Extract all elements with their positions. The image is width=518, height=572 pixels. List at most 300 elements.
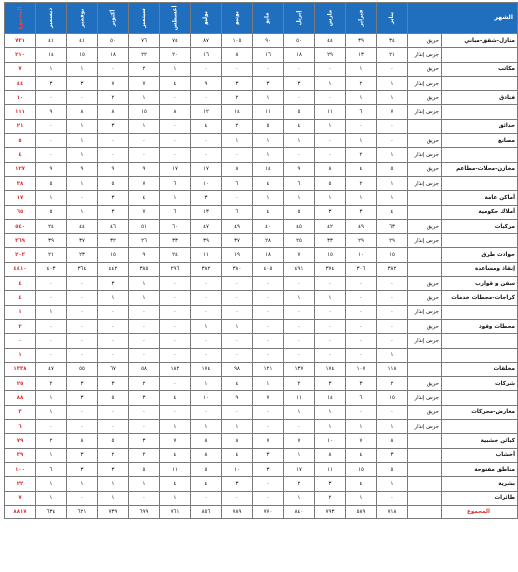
month-value: ١١: [253, 105, 284, 119]
month-value: ١٥: [377, 391, 408, 405]
month-value: ٠: [284, 62, 315, 76]
row-total: ١٣٣٨: [5, 362, 36, 376]
month-value: ٠: [222, 291, 253, 305]
month-value: ٧٣٩: [98, 505, 129, 518]
month-value: ١: [284, 405, 315, 419]
month-value: ٤٦: [98, 219, 129, 233]
row-category: حدائق: [442, 119, 518, 133]
header-month: فبراير: [346, 3, 377, 34]
month-value: ١٠٧: [346, 362, 377, 376]
row-category: مكاتب: [442, 62, 518, 76]
month-value: ٥: [377, 462, 408, 476]
month-value: ٠: [222, 334, 253, 348]
row-subtype: جرس إنذار: [408, 48, 442, 62]
month-value: ١٥: [315, 248, 346, 262]
month-value: ٧١٨: [377, 505, 408, 518]
month-value: ٤: [129, 191, 160, 205]
month-value: ٦٣: [377, 219, 408, 233]
month-value: ٣: [377, 448, 408, 462]
row-total: ١٢٧: [5, 162, 36, 176]
month-value: ٢: [315, 491, 346, 505]
month-value: ٥: [253, 119, 284, 133]
table-row: [5, 76, 518, 90]
month-value: ٦٧: [98, 362, 129, 376]
table-row: [5, 248, 518, 262]
month-value: ١: [36, 477, 67, 491]
table-row: [5, 119, 518, 133]
month-value: ١٦: [191, 48, 222, 62]
month-value: ٢٩: [377, 234, 408, 248]
month-value: ٥٨: [129, 362, 160, 376]
month-value: ٠: [284, 91, 315, 105]
month-value: ٤: [222, 377, 253, 391]
month-value: ١: [36, 62, 67, 76]
table-row: [5, 377, 518, 391]
table-body: [5, 34, 518, 519]
month-value: ١: [98, 491, 129, 505]
month-value: ٨: [315, 162, 346, 176]
table-row: [5, 491, 518, 505]
month-value: ٢: [36, 377, 67, 391]
month-value: ٠: [36, 119, 67, 133]
month-value: ٨: [315, 448, 346, 462]
row-subtype: جرس إنذار: [408, 234, 442, 248]
month-value: ٢: [284, 377, 315, 391]
month-value: ٠: [129, 348, 160, 362]
month-value: ٢٤: [36, 219, 67, 233]
row-category: حوادث طرق: [442, 248, 518, 262]
month-value: ٠: [346, 348, 377, 362]
month-value: ٣: [129, 434, 160, 448]
month-value: ٠: [67, 405, 98, 419]
month-value: ٣٣: [315, 234, 346, 248]
month-value: ١: [253, 91, 284, 105]
month-value: ٩: [98, 162, 129, 176]
month-value: ٠: [129, 134, 160, 148]
month-value: ١: [222, 134, 253, 148]
month-value: ١: [253, 191, 284, 205]
month-value: ٥٥: [67, 362, 98, 376]
month-value: ١: [284, 291, 315, 305]
row-total: ٤: [5, 291, 36, 305]
month-value: ٠: [253, 405, 284, 419]
month-value: ١: [160, 420, 191, 434]
month-value: ٠: [67, 291, 98, 305]
month-value: ٣: [98, 277, 129, 291]
month-value: ٧٤: [160, 34, 191, 48]
month-value: ١٠: [315, 434, 346, 448]
month-value: ١٥: [377, 248, 408, 262]
table-row: [5, 391, 518, 405]
table-row: [5, 291, 518, 305]
header-month: أغسطس: [160, 3, 191, 34]
table-row: [5, 420, 518, 434]
month-value: ٠: [160, 377, 191, 391]
month-value: ١: [377, 91, 408, 105]
header-month: إبريل: [284, 3, 315, 34]
month-value: ١: [67, 134, 98, 148]
month-value: ٦: [160, 205, 191, 219]
month-value: ٠: [129, 334, 160, 348]
month-value: ٢٤: [160, 248, 191, 262]
month-value: ١٨: [253, 248, 284, 262]
month-value: ٣: [98, 119, 129, 133]
month-value: ١٩: [222, 248, 253, 262]
month-value: ٤٧: [191, 219, 222, 233]
row-subtype: حريق: [408, 377, 442, 391]
month-value: ١٣: [191, 205, 222, 219]
month-value: ٢٠: [160, 48, 191, 62]
month-value: ١: [346, 91, 377, 105]
table-row: [5, 305, 518, 319]
month-value: ٤: [160, 391, 191, 405]
header-month: مايو: [253, 3, 284, 34]
month-value: ١٠: [222, 462, 253, 476]
month-value: ١٨٢: [160, 362, 191, 376]
row-category: إنقاذ ومساعدة: [442, 262, 518, 276]
month-value: ٦: [346, 105, 377, 119]
month-value: ٧: [160, 434, 191, 448]
month-value: ٤: [191, 119, 222, 133]
row-category: طائرات: [442, 491, 518, 505]
month-value: ٠: [222, 491, 253, 505]
month-value: ١: [129, 477, 160, 491]
month-value: ٩٠: [253, 34, 284, 48]
month-value: ١٣: [346, 48, 377, 62]
month-value: ٠: [346, 291, 377, 305]
month-value: ١٧٤: [315, 362, 346, 376]
row-total: ٣٩: [5, 448, 36, 462]
row-total: ٧: [5, 491, 36, 505]
table-row: [5, 434, 518, 448]
month-value: ٠: [67, 334, 98, 348]
row-total: ٢٠٣: [5, 248, 36, 262]
month-value: ٠: [315, 91, 346, 105]
month-value: ١: [129, 291, 160, 305]
row-category: محطات وقود: [442, 319, 518, 333]
month-value: ٠: [98, 305, 129, 319]
row-category: [442, 348, 518, 362]
month-value: ٠: [98, 134, 129, 148]
row-subtype: حريق: [408, 219, 442, 233]
month-value: ٠: [284, 277, 315, 291]
month-value: ٠: [377, 491, 408, 505]
month-value: ١: [377, 148, 408, 162]
month-value: ١: [36, 405, 67, 419]
month-value: ٠: [284, 305, 315, 319]
month-value: ٠: [346, 405, 377, 419]
month-value: ٤٤: [315, 34, 346, 48]
row-category: مخازن-محلات-مطاعم: [442, 162, 518, 176]
month-value: ٢٩: [346, 234, 377, 248]
month-value: ٠: [129, 305, 160, 319]
month-value: ٠: [346, 319, 377, 333]
row-subtype: حريق: [408, 162, 442, 176]
month-value: ٠: [160, 291, 191, 305]
month-value: ٦٢١: [67, 505, 98, 518]
month-value: ١: [346, 491, 377, 505]
month-value: ٠: [315, 319, 346, 333]
month-value: ٢: [98, 91, 129, 105]
month-value: ٠: [315, 348, 346, 362]
month-value: ٩: [129, 162, 160, 176]
row-total: ٦: [5, 420, 36, 434]
month-value: ١١: [315, 462, 346, 476]
month-value: ٣: [253, 76, 284, 90]
row-total: ٧٩: [5, 434, 36, 448]
month-value: ٠: [315, 277, 346, 291]
month-value: ١: [98, 291, 129, 305]
month-value: ٤: [191, 477, 222, 491]
month-value: ٠: [160, 277, 191, 291]
month-value: ٠: [191, 491, 222, 505]
row-category: [442, 48, 518, 62]
month-value: ٣: [36, 76, 67, 90]
row-total: ٢٢: [5, 477, 36, 491]
row-category: بشرية: [442, 477, 518, 491]
month-value: ١٧: [191, 162, 222, 176]
month-value: ٣٨٢: [377, 262, 408, 276]
month-value: ١٠٥: [222, 34, 253, 48]
month-value: ٣: [98, 191, 129, 205]
row-total: ٥٤٠: [5, 219, 36, 233]
month-value: ١: [377, 176, 408, 190]
month-value: ٢١: [36, 248, 67, 262]
month-value: ٨٥٦: [191, 505, 222, 518]
month-value: ١٠: [346, 248, 377, 262]
month-value: ٦: [346, 391, 377, 405]
month-value: ١: [36, 191, 67, 205]
month-value: ٦: [160, 176, 191, 190]
month-value: ٠: [191, 291, 222, 305]
month-value: ٠: [377, 119, 408, 133]
month-value: ٣: [315, 377, 346, 391]
month-value: ١: [346, 191, 377, 205]
header-month: يوليو: [191, 3, 222, 34]
month-value: ٠: [191, 305, 222, 319]
month-value: ٣: [346, 377, 377, 391]
month-value: ٩: [36, 105, 67, 119]
month-value: ٠: [253, 319, 284, 333]
row-category: منازل-شقق-مباني: [442, 34, 518, 48]
table-row: [5, 477, 518, 491]
month-value: ١٧: [160, 162, 191, 176]
month-value: ٣٨٥: [129, 262, 160, 276]
table-row: [5, 105, 518, 119]
month-value: ٧: [284, 248, 315, 262]
header-month: ديسمبر: [36, 3, 67, 34]
month-value: ٠: [346, 119, 377, 133]
row-total: ٢٥: [5, 377, 36, 391]
month-value: ١: [36, 491, 67, 505]
row-subtype: [408, 434, 442, 448]
month-value: ٠: [377, 277, 408, 291]
row-category: أماكن عامة: [442, 191, 518, 205]
row-subtype: جرس إنذار: [408, 105, 442, 119]
month-value: ٠: [160, 348, 191, 362]
header-row: [5, 3, 518, 34]
month-value: ١: [346, 134, 377, 148]
row-subtype: [408, 348, 442, 362]
row-category: [442, 234, 518, 248]
row-total: ١٠٠: [5, 462, 36, 476]
row-subtype: حريق: [408, 405, 442, 419]
month-value: ٠: [315, 134, 346, 148]
month-value: ٣: [346, 205, 377, 219]
header-month: أكتوبر: [98, 3, 129, 34]
row-subtype: [408, 448, 442, 462]
row-total: ٣٦٩: [5, 234, 36, 248]
month-value: ٠: [98, 334, 129, 348]
month-value: ٣: [222, 477, 253, 491]
month-value: ٣٨٠: [222, 262, 253, 276]
month-value: ٢: [129, 62, 160, 76]
month-value: ٠: [129, 491, 160, 505]
month-value: ٢١: [377, 48, 408, 62]
row-total: ٢١٠: [5, 48, 36, 62]
month-value: ١: [253, 134, 284, 148]
month-value: ٣٧: [222, 234, 253, 248]
month-value: ٠: [253, 491, 284, 505]
month-value: ٥٠: [284, 34, 315, 48]
month-value: ١: [160, 491, 191, 505]
month-value: ١: [129, 91, 160, 105]
month-value: ٠: [346, 334, 377, 348]
month-value: ١: [253, 148, 284, 162]
row-category: [442, 305, 518, 319]
month-value: ٨: [67, 105, 98, 119]
month-value: ٣٢: [98, 234, 129, 248]
row-category: المجموع: [442, 505, 518, 518]
month-value: ٤: [160, 76, 191, 90]
month-value: ٧٨٩: [222, 505, 253, 518]
row-subtype: [408, 362, 442, 376]
row-subtype: حريق: [408, 91, 442, 105]
month-value: ٦: [222, 205, 253, 219]
row-category: فنادق: [442, 91, 518, 105]
month-value: ٥: [284, 105, 315, 119]
month-value: ٠: [191, 91, 222, 105]
row-subtype: [408, 248, 442, 262]
row-subtype: [408, 205, 442, 219]
month-value: ٠: [191, 148, 222, 162]
month-value: ٣٦٤: [67, 262, 98, 276]
month-value: ٨: [191, 434, 222, 448]
row-total: ٣٨: [5, 176, 36, 190]
month-value: ٤: [377, 205, 408, 219]
month-value: ٠: [98, 62, 129, 76]
month-value: ٤٠٣: [36, 262, 67, 276]
month-value: ١: [67, 62, 98, 76]
row-total: ١١١: [5, 105, 36, 119]
row-total: ٣: [5, 405, 36, 419]
row-subtype: حريق: [408, 319, 442, 333]
table-row: [5, 176, 518, 190]
month-value: ١١: [284, 391, 315, 405]
row-subtype: حريق: [408, 291, 442, 305]
month-value: ١: [36, 448, 67, 462]
row-category: كراجات-محطات خدمات: [442, 291, 518, 305]
month-value: ٠: [315, 62, 346, 76]
month-value: ٠: [346, 305, 377, 319]
row-total: ٤: [5, 148, 36, 162]
month-value: ١١: [160, 462, 191, 476]
month-value: ٩: [222, 391, 253, 405]
month-value: ٥: [315, 176, 346, 190]
month-value: ٠: [284, 420, 315, 434]
row-total: ٤٤١٠: [5, 262, 36, 276]
row-category: كبائن خشبية: [442, 434, 518, 448]
month-value: ٠: [253, 305, 284, 319]
month-value: ١: [315, 291, 346, 305]
month-value: ٢٥: [284, 234, 315, 248]
table-row: [5, 191, 518, 205]
month-value: ١: [129, 277, 160, 291]
month-value: ٠: [222, 305, 253, 319]
row-category: [442, 76, 518, 90]
month-value: ١: [315, 420, 346, 434]
month-value: ١٣٧: [284, 362, 315, 376]
table-row: [5, 234, 518, 248]
month-value: ٣: [315, 477, 346, 491]
month-value: ٠: [377, 62, 408, 76]
month-value: ٩٨: [222, 362, 253, 376]
month-value: ١: [98, 477, 129, 491]
month-value: ٠: [36, 348, 67, 362]
month-value: ٩: [284, 162, 315, 176]
row-total: ١٠: [5, 91, 36, 105]
month-value: ٠: [67, 319, 98, 333]
month-value: ١٢١: [253, 362, 284, 376]
row-subtype: جرس إنذار: [408, 76, 442, 90]
month-value: ٢: [346, 176, 377, 190]
month-value: ٠: [160, 334, 191, 348]
month-value: ٠: [36, 148, 67, 162]
month-value: ١٧٤: [191, 362, 222, 376]
month-value: ٧٦١: [160, 505, 191, 518]
month-value: ٠: [67, 91, 98, 105]
month-value: ١: [36, 305, 67, 319]
month-value: ١: [284, 191, 315, 205]
month-value: ٠: [377, 319, 408, 333]
row-subtype: حريق: [408, 62, 442, 76]
month-value: ١: [377, 348, 408, 362]
month-value: ٣٩: [191, 234, 222, 248]
month-value: ٤٩١: [284, 262, 315, 276]
month-value: ٢٩: [315, 48, 346, 62]
table-row: [5, 319, 518, 333]
month-value: ٧٧٠: [253, 505, 284, 518]
month-value: ٠: [67, 191, 98, 205]
month-value: ٠: [67, 348, 98, 362]
month-value: ٣٠٦: [346, 262, 377, 276]
month-value: ٠: [36, 291, 67, 305]
month-value: ٢: [129, 448, 160, 462]
row-total: ١: [5, 348, 36, 362]
month-value: ٦٠: [160, 219, 191, 233]
month-value: ٤٢: [315, 219, 346, 233]
month-value: ٢٨: [253, 234, 284, 248]
month-value: ٠: [129, 148, 160, 162]
month-value: ١٠: [191, 176, 222, 190]
month-value: ٥: [98, 176, 129, 190]
table-row: [5, 362, 518, 376]
month-value: ٤٤: [67, 219, 98, 233]
month-value: ٦٣٤: [36, 505, 67, 518]
month-value: ١: [191, 377, 222, 391]
month-value: ٢: [346, 76, 377, 90]
month-value: ١٥: [67, 48, 98, 62]
